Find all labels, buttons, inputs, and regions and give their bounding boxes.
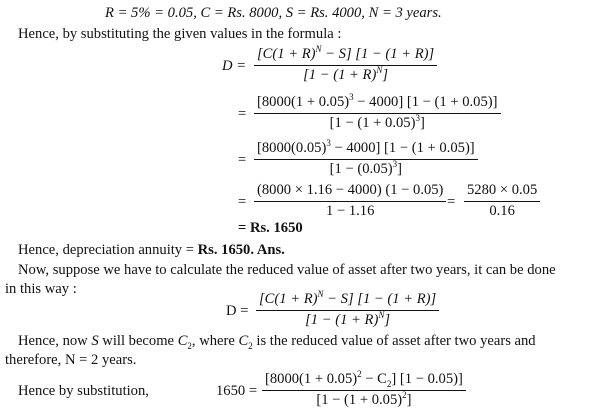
formula1-fraction (254, 46, 437, 84)
substitution-numerator: $[8000(1 + 0.05)^2 - C_2]$ [1 − 0.05)] (262, 371, 466, 391)
result-line: = Rs. 1650 (238, 220, 303, 236)
substitution-fraction (262, 371, 466, 409)
step3-numerator: (8000 × 1.16 − 4000) (1 − 0.05) (254, 182, 446, 202)
step3-fraction-2 (464, 182, 540, 220)
step3-equals: = (238, 194, 247, 210)
step1-numerator: $[8000(1 + 0.05)^3 - 4000]$ [1 − (1 + 0.05)] (254, 94, 501, 114)
depreciation-line (18, 242, 285, 260)
step1-equals: = (238, 106, 247, 122)
formula2-fraction (256, 291, 439, 329)
step2-denominator: $[1 - (0.05)^3]$ (329, 158, 402, 177)
depreciation-value: Rs. 1650. Ans. (197, 242, 285, 258)
substitution-denominator: $[1 - (1 + 0.05)^2]$ (316, 389, 412, 408)
substitution-lhs: 1650 = (216, 383, 258, 399)
substitution-label: Hence by substitution, (18, 383, 149, 399)
formula2-denominator: $[1 - (1 + R)^N]$ (305, 309, 391, 328)
para2-line1: Now, suppose we have to calculate the reduced value of asset after two years, it can be done (18, 262, 556, 278)
formula2-numerator: $[C(1 + R)^N - S]$ [1 − (1 + R)] (256, 291, 439, 311)
step3-fraction (254, 182, 446, 220)
step3-denominator: 1 − 1.16 (326, 202, 375, 219)
step2-equals: = (238, 152, 247, 168)
step2-numerator: $[8000(0.05)^3 - 4000] [1 - (1 + 0.05)]$ (254, 140, 478, 160)
formula1-lhs: D = (222, 58, 247, 74)
para2-line2: in this way : (5, 281, 77, 297)
para3-line1: Hence, now S will become $C_2$, where $C_2$ is the reduced value of asset after two years and (18, 333, 536, 351)
formula2-lhs: D = (226, 303, 249, 319)
step3-numerator-2: 5280 × 0.05 (464, 182, 540, 202)
formula1-denominator: $[1 - (1 + R)^N]$ (303, 64, 389, 83)
step1-fraction (254, 94, 501, 132)
step2-fraction (254, 140, 478, 178)
para3-line2: therefore, N = 2 years. (5, 352, 137, 368)
step3-denominator-2: 0.16 (489, 202, 515, 219)
intro-text: Hence, by substituting the given values in the formula : (18, 26, 342, 42)
depreciation-text: Hence, depreciation annuity = (18, 242, 198, 258)
givens-line: R = 5% = 0.05, C = Rs. 8000, S = Rs. 4000, N = 3 years. (105, 5, 442, 21)
formula1-numerator: $[C(1 + R)^N - S]$ [1 − (1 + R)] (254, 46, 437, 66)
step1-denominator: $[1 - (1 + 0.05)^3]$ (329, 112, 425, 131)
step3-equals-2: = (447, 194, 456, 210)
